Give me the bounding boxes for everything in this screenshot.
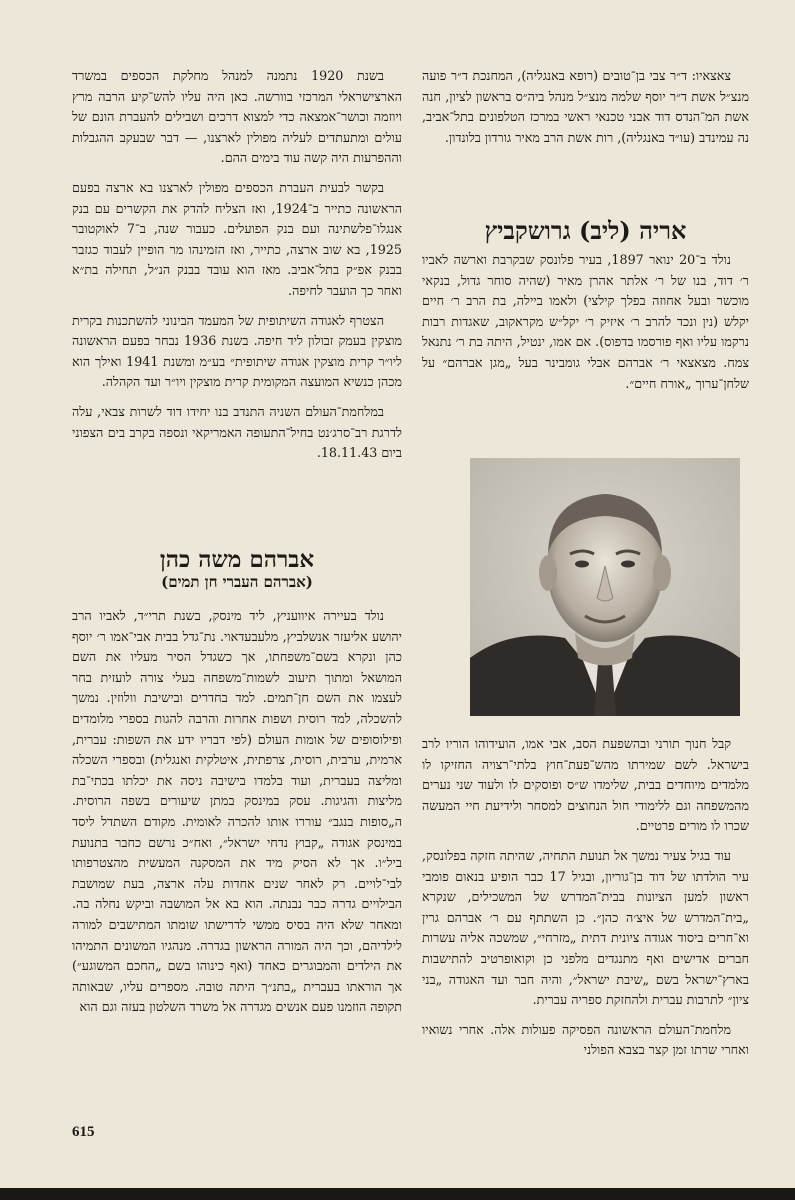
son-paragraph: במלחמת־העולם השניה התנדב בנו יחידו דוד לשרות צבאי, עלה לדרגת רב־סרג׳נט בחיל־התעופה האמריקאי ונספה בקרב בים הצפוני ביום 18.11.43.	[72, 403, 402, 461]
career-paragraph-1924: בקשר לבעית העברת הכספים מפולין לארצנו בא ארצה בפעם הראשונה כתייר ב־1924, ואז הצליח להדק את הקשרים עם בנק אנגלו־פלשתינה ועם בנק הפועלים. כעבור שנה, ב־7 לאוקטובר 1925, בא שוב ארצה, כתייר, ואז הזמינהו מר הופיין לעבוד כגזבר בבנק אפ״ק בתל־אביב. מאז הוא עובד בבנק הנ״ל, תחילה בת״א ואחר כך הועבר לחיפה.	[72, 179, 403, 298]
section-heading-aryeh: אריה (ליב) גרושקביץ	[484, 216, 687, 245]
aryeh-bio-column	[422, 250, 749, 394]
career-paragraph-1920: בשנת 1920 נתמנה למנהל מחלקת הכספים במשרד הארצישראלי המרכזי בוורשה. כאן היה עליו להש־קיע הרבה מרץ ויוזמה וכושר־אמצאה כדי למצוא דרכים ושבילים להעברת הונם של עולים ומתעתדים לעליה מפולין לארצנו, — דבר שבעקב ההגבלות וההפרעות היה קשה עוד בימים ההם.	[72, 68, 402, 166]
page-number: 615	[72, 1124, 95, 1140]
intro-column-right	[422, 66, 749, 148]
education-paragraph: קבל חנוך תורני ובהשפעת הסב, אבי אמו, הועידוהו הוריו לרב בישראל. לשם שמירתו מהש־פעת־חוץ בלתי־רצויה החזיקו לו מלמדים מיוחדים בבית, שלימדו ש״ס ופוסקים לו ולעוד שני נערים מהמשפחה וגם ללימודי חול הנחוצים למסחר ולידיעת חיי המעשה שכרו לו מורים פרטיים.	[422, 736, 749, 834]
war-paragraph: מלחמת־העולם הראשונה הפסיקה פעולות אלה. אחרי נשואיו ואחרי שרתו זמן קצר בצבא הפולני	[422, 1021, 749, 1058]
section-heading-avraham: אברהם משה כהן	[159, 546, 315, 573]
descendants-paragraph: צאצאיו: ד״ר צבי בן־טובים (רופא באנגליה), המחנכת ד״ר פועה מנצ״ל אשת ד״ר יוסף שלמה מנצ״ל מנהל ביה״ס בראשון לציון, חנה אשת המ־הנדס דוד אבני טכנאי ראשי במרכז הטלפונים בתל־אביב, נה עמינדב (עו״ד באנגליה), רות אשת הרב מאיר גורדון בלונדון.	[422, 68, 749, 145]
motzkin-paragraph: הצטרף לאגודה השיתופית של המעמד הבינוני להשתכנות בקרית מוצקין בעמק זבולון ליד חיפה. בשנת 1936 נבחר בפעם הראשונה ליו״ר קרית מוצקין אגודה שיתופית״ בע״מ ומשנת 1941 ואילך הוא מכהן כנשיא המועצה המקומית קרית מוצקין ויו״ר ועד הקהלה.	[72, 312, 402, 390]
aryeh-bio-continued	[422, 734, 749, 1061]
aryeh-career-column	[72, 66, 402, 464]
scan-edge-bar	[0, 1188, 795, 1200]
section-subheading-avraham: (אברהם העברי חן תמים)	[161, 573, 313, 591]
zionism-paragraph: עוד בגיל צעיר נמשך אל תנועת התחיה, שהיתה חזקה בפלונסק, עיר הולדתו של דוד בן־גוריון, ובגיל 17 כבר הופיע בנאום פומבי ראשון למען הציונות בבית־המדרש של המשכילים, שנקרא „בית־המדרש של איצ׳ה כהן״. כן השתתף עם ר׳ אברהם גרין וא־חרים ביסוד אגודה ציונית דתית „מזרחי״, שמשכה אליה עשרות חברים אדישים ואף מתנגדים מלפני כן וקואופרטיב להתישבות בארץ־ישראל בשם „שיבת ישראל״, והיה חבר ועד האגודה „בני ציון״ לתרבות עברית ולהחזקת ספריה עברית.	[422, 847, 749, 1008]
avraham-birth-paragraph: נולד בעיירה איוועניץ, ליד מינסק, בשנת תרי״ד, לאביו הרב יהושע אליעזר אנשלביץ, מלעבעדאוי. נת־גדל בבית אבי־אמו ר׳ יוסף כהן ונקרא בשם־משפחתו, אך כשגדל הסיר מעליו את השם המושאל ומתוך תיעוב לשמות־משפחה בעלי צורה לועזית בחר לעצמו את השם חן־תמים. למד בחדרים ובישיבת וולוזין. נמשך להשכלה, למד רוסית ושפות אחרות והרבה להגות בספרי מלומדים ופילוסופים של אומות העולם (לפי דבריו ידע את השפות: עברית, ארמית, ערבית, רוסית, צרפתית, איטלקית ואנגלית) ובספרי השכלה ומליצה בעברית, ועוד בלמדו בישיבה ניסה את יכלתו בכתי־בת מליצות והגיגות. עסק במינסק במתן שיעורים בשפה הרוסית. ה„סופות בנגב״ עוררו אותו להכרה לאומית. מקודם השתדל ליסד במינסק אגודה „קבוץ נדחי ישראל״, ואח״כ נרשם כחבר בתנועת ביל״ו. אך לא הסיק מיד את המסקנה המעשית מהצטרפותו לבי־לויים. רק לאחר שנים אחדות עלה ארצה, בעת שמושבת הבילויים גדרה כבר נבנתה. הוא בא אל המושבה וביקש נחלה בה. ומאחר שלא היה בסיס ממשי לדרישתו שומתו המתישבים למורה לילדיהם, וכך היה המורה הראשון בגדרה. מנהגיו המשונים התמיהו את הילדים והמבוגרים כאחד (ואף כינוהו בשם „החכם המשוגע״) אך הוראתו בעברית „בתנ״ך היתה טובה. מספרים עליו, שבאותה תקופה הוזמנו פעם אנשים מגדרה אל משרד השלטון בעזה וגם הוא	[72, 608, 402, 1015]
portrait-photo	[470, 458, 740, 716]
portrait-image	[470, 458, 740, 716]
birth-paragraph: נולד ב־20 ינואר 1897, בעיר פלונסק שבקרבת וארשה לאביו ר׳ דוד, בנו של ר׳ אלתר אהרן מאיר (שהיה סוחר גדול, בנקאי מוכשר ובעל אחוזה בפלך קילצי) ולאמו ביילה, בת הרב ר׳ חיים יקלש (נין ונכד להרב ר׳ איזיק ר׳ יקל״ש מקראקוב, שאגדות רבות נרקמו עליו ואף פורסמו בדפוס). אם אמו, ינטיל, היתה בת ר׳ נתנאל צמח. מצאצאי ר׳ אברהם אבלי גומבינר בעל „מגן אברהם״ על שלחן־ערוך „אורח חיים״.	[422, 252, 749, 391]
avraham-bio-column	[72, 606, 402, 1018]
